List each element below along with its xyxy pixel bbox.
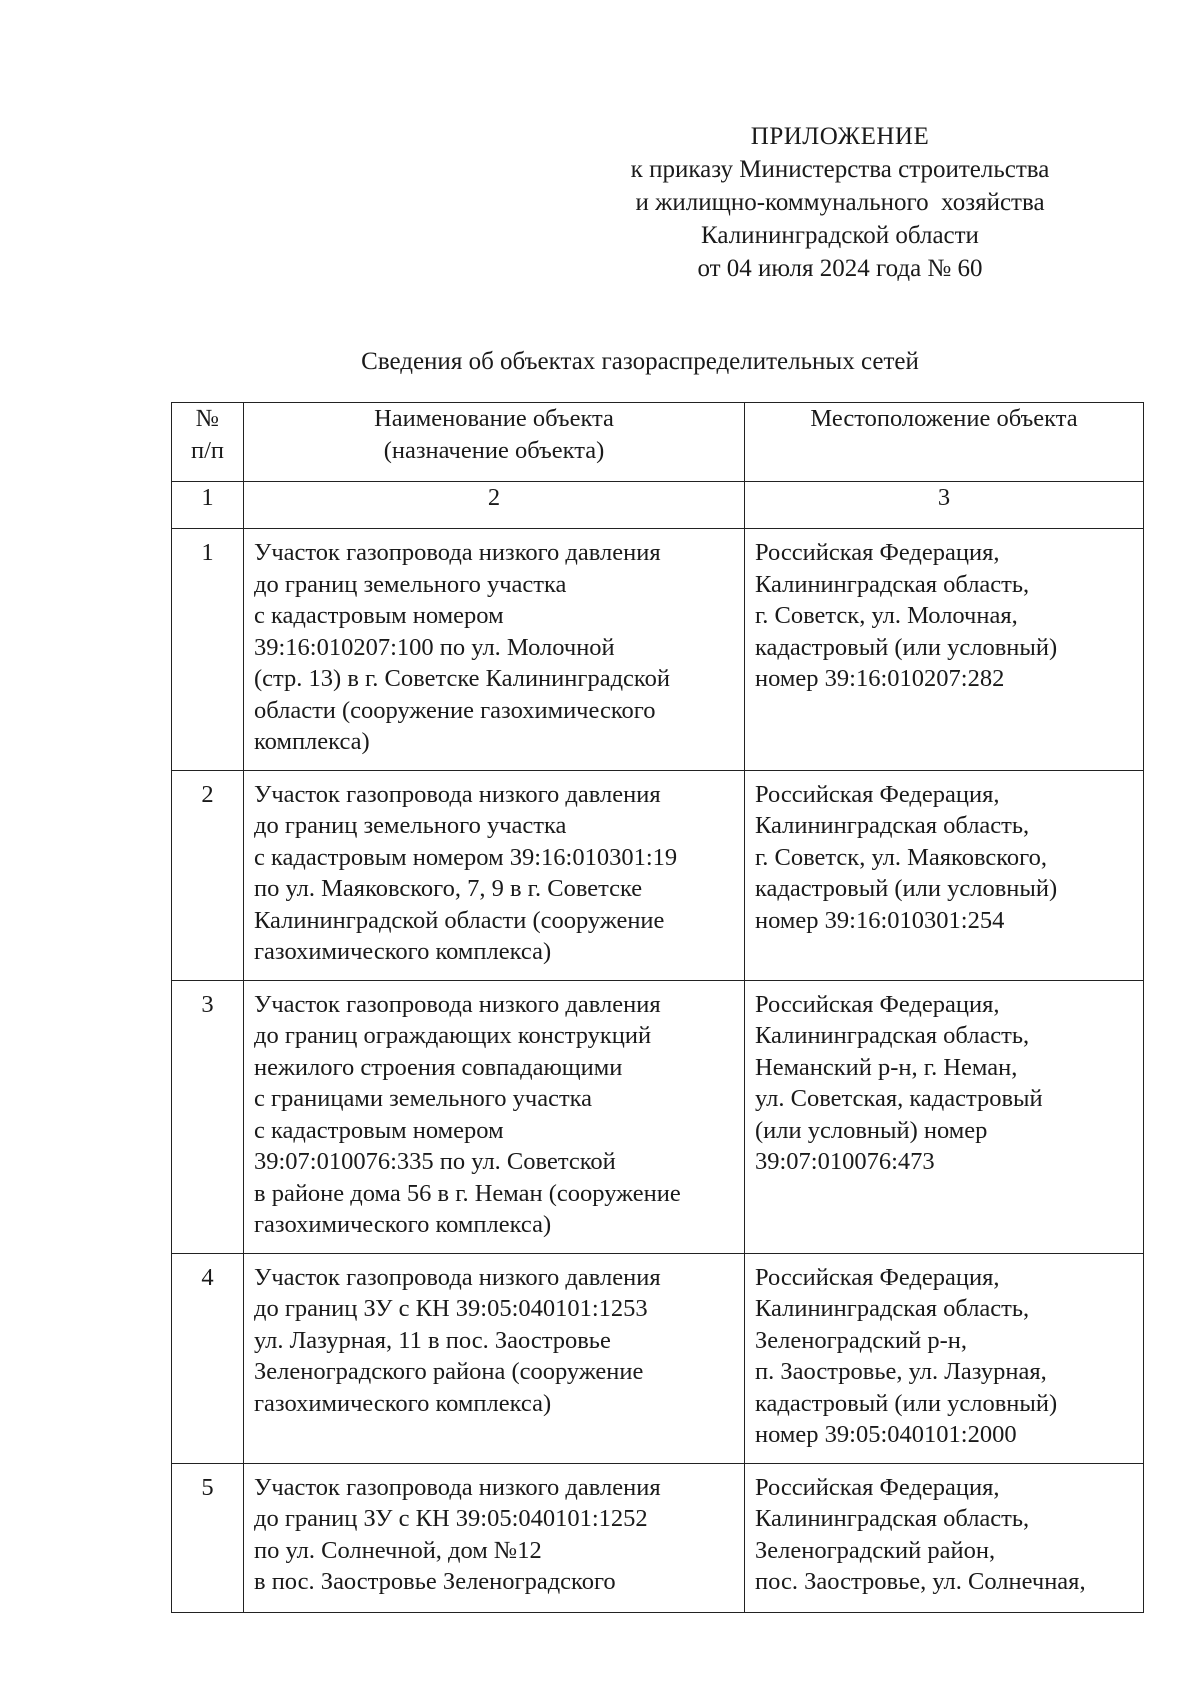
object-location: Российская Федерация, Калининградская область, г. Советск, ул. Молочная, кадастровый (или условный) номер 39:16:010207:282 [745,529,1144,771]
object-name: Участок газопровода низкого давления до границ ЗУ с КН 39:05:040101:1252 по ул. Солнечной, дом №12 в пос. Заостровье Зеленоградского [244,1463,745,1612]
column-header-number: № п/п [172,403,244,482]
document-heading: Сведения об объектах газораспределительных сетей [361,348,919,375]
object-name: Участок газопровода низкого давления до границ ЗУ с КН 39:05:040101:1253 ул. Лазурная, 11 в пос. Заостровье Зеленоградского района (сооружение газохимического комплекса) [244,1253,745,1463]
table-row [172,1253,1144,1463]
objects-table [171,402,1144,1613]
appendix-order-line: к приказу Министерства строительства [630,156,1050,183]
row-number: 4 [172,1253,244,1463]
object-location: Российская Федерация, Калининградская область, Неманский р-н, г. Неман, ул. Советская, кадастровый (или условный) номер 39:07:010076:473 [745,980,1144,1253]
object-name: Участок газопровода низкого давления до границ земельного участка с кадастровым номером 39:16:010301:19 по ул. Маяковского, 7, 9 в г. Советске Калининградской области (сооружение газохимического комплекса) [244,770,745,980]
column-number: 3 [745,482,1144,529]
appendix-ministry-line: и жилищно-коммунального хозяйства [635,189,1045,216]
appendix-date-line: от 04 июля 2024 года № 60 [697,255,983,282]
object-name: Участок газопровода низкого давления до границ ограждающих конструкций нежилого строения совпадающими с границами земельного участка с кадастровым номером 39:07:010076:335 по ул. Советской в районе дома 56 в г. Неман (сооружение газохимического комплекса) [244,980,745,1253]
row-number: 1 [172,529,244,771]
table-row [172,529,1144,771]
column-header-name: Наименование объекта (назначение объекта) [244,403,745,482]
column-numbers-row [172,482,1144,529]
object-location: Российская Федерация, Калининградская область, Зеленоградский район, пос. Заостровье, ул. Солнечная, [745,1463,1144,1612]
row-number: 5 [172,1463,244,1612]
appendix-title: ПРИЛОЖЕНИЕ [750,123,930,150]
row-number: 2 [172,770,244,980]
column-header-location: Местоположение объекта [745,403,1144,482]
object-location: Российская Федерация, Калининградская область, Зеленоградский р-н, п. Заостровье, ул. Лазурная, кадастровый (или условный) номер 39:05:040101:2000 [745,1253,1144,1463]
appendix-header [560,120,1120,285]
column-number: 2 [244,482,745,529]
table-header-row [172,403,1144,482]
row-number: 3 [172,980,244,1253]
appendix-region-line: Калининградской области [701,222,979,249]
table-row [172,1463,1144,1612]
table-row [172,770,1144,980]
table-row [172,980,1144,1253]
object-location: Российская Федерация, Калининградская область, г. Советск, ул. Маяковского, кадастровый (или условный) номер 39:16:010301:254 [745,770,1144,980]
column-number: 1 [172,482,244,529]
object-name: Участок газопровода низкого давления до границ земельного участка с кадастровым номером 39:16:010207:100 по ул. Молочной (стр. 13) в г. Советске Калининградской области (сооружение газохимического комплекса) [244,529,745,771]
